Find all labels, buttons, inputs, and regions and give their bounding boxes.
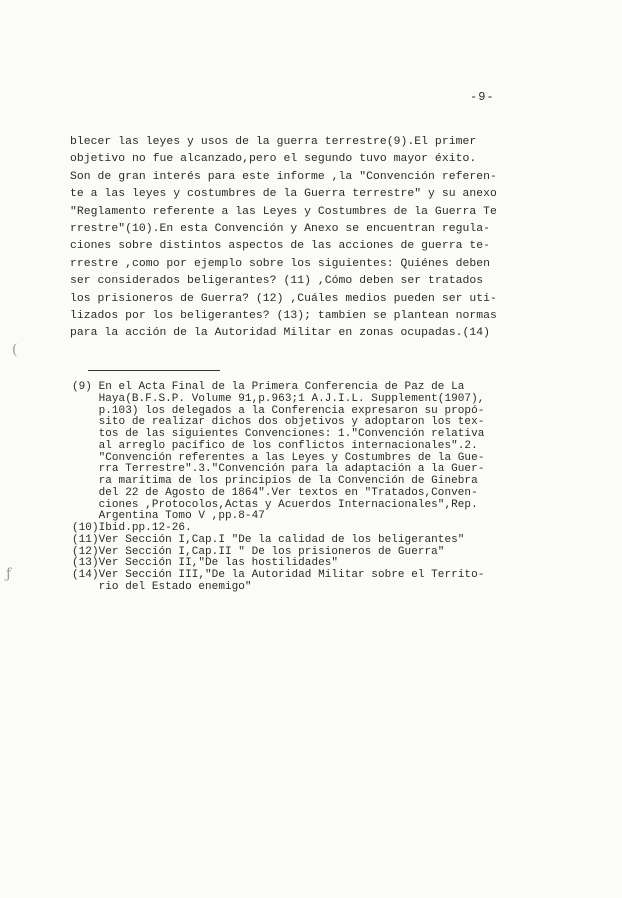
footnote-line: (13)Ver Sección II,"De las hostilidades"	[72, 557, 339, 570]
body-line: rrestre ,como por ejemplo sobre los siguientes: Quiénes deben	[70, 257, 491, 270]
footnote-line: (11)Ver Sección I,Cap.I "De la calidad de los beligerantes"	[72, 533, 465, 546]
footnote-line: p.103) los delegados a la Conferencia expresaron su propó-	[72, 404, 485, 417]
body-line: objetivo no fue alcanzado,pero el segundo tuvo mayor éxito.	[70, 153, 477, 166]
footnote-line: ciones ,Protocolos,Actas y Acuerdos Internacionales",Rep.	[72, 498, 478, 511]
body-line: para la acción de la Autoridad Militar en zonas ocupadas.(14)	[70, 327, 491, 340]
footnote-line: "Convención referentes a las Leyes y Costumbres de la Gue-	[72, 451, 485, 464]
footnote-line: rra Terrestre".3."Convención para la adaptación a la Guer-	[72, 463, 485, 476]
footnote-line: ra marítima de los principios de la Convención de Ginebra	[72, 475, 478, 487]
footnote-line: (14)Ver Sección III,"De la Autoridad Militar sobre el Territo-	[72, 569, 485, 581]
body-line: ser considerados beligerantes? (11) ,Cómo deben ser tratados	[70, 275, 484, 288]
body-line: los prisioneros de Guerra? (12) ,Cuáles medios pueden ser uti-	[70, 292, 497, 305]
footnotes	[72, 382, 542, 594]
body-line: rrestre"(10).En esta Convención y Anexo se encuentran regula-	[70, 222, 491, 235]
footnote-line: al arreglo pacífico de los conflictos internacionales".2.	[72, 439, 478, 452]
footnote-line: rio del Estado enemigo"	[72, 580, 252, 593]
body-text	[70, 134, 540, 343]
body-line: "Reglamento referente a las Leyes y Costumbres de la Guerra Te	[70, 205, 497, 218]
footnote-line: Haya(B.F.S.P. Volume 91,p.963;1 A.J.I.L. Supplement(1907),	[72, 392, 485, 405]
body-line: Son de gran interés para este informe ,la "Convención referen-	[70, 170, 497, 183]
footnote-line: sito de realizar dichos dos objetivos y adoptaron los tex-	[72, 416, 485, 429]
body-line: te a las leyes y costumbres de la Guerra terrestre" y su anexo	[70, 188, 497, 201]
footnote-line: (9) En el Acta Final de la Primera Conferencia de Paz de La	[72, 381, 465, 393]
body-line: lizados por los beligerantes? (13); tambien se plantean normas	[70, 309, 497, 322]
footnote-separator	[88, 370, 220, 371]
footnote-line: Argentina Tomo V ,pp.8-47	[72, 510, 265, 523]
footnote-line: tos de las siguientes Convenciones: 1."Convención relativa	[72, 428, 485, 440]
body-line: blecer las leyes y usos de la guerra terrestre(9).El primer	[70, 136, 477, 148]
footnote-line: del 22 de Agosto de 1864".Ver textos en "Tratados,Conven-	[72, 486, 478, 499]
margin-mark: ƒ	[6, 566, 12, 582]
page-number: -9-	[470, 90, 495, 104]
footnote-line: (12)Ver Sección I,Cap.II " De los prisioneros de Guerra"	[72, 545, 445, 558]
body-line: ciones sobre distintos aspectos de las acciones de guerra te-	[70, 240, 491, 253]
margin-mark: (	[12, 342, 18, 358]
footnote-line: (10)Ibid.pp.12-26.	[72, 522, 192, 534]
